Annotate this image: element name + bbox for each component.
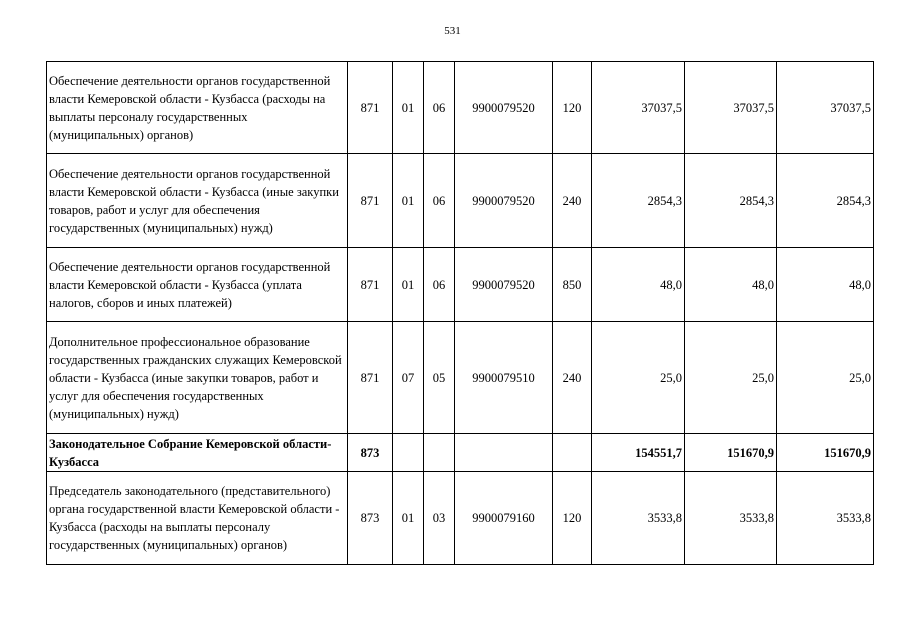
amount-3: 151670,9: [777, 434, 874, 472]
ministry-code: 871: [348, 154, 393, 248]
amount-1: 37037,5: [592, 62, 685, 154]
amount-3: 48,0: [777, 248, 874, 322]
table-row: [47, 154, 874, 248]
expense-type-code: 850: [553, 248, 592, 322]
ministry-code: 871: [348, 248, 393, 322]
target-article-code: 9900079160: [455, 472, 553, 565]
amount-3: 3533,8: [777, 472, 874, 565]
amount-2: 37037,5: [685, 62, 777, 154]
section-code: 01: [393, 154, 424, 248]
budget-table: [46, 61, 874, 565]
subsection-code: 06: [424, 62, 455, 154]
section-code: 01: [393, 472, 424, 565]
ministry-code: 871: [348, 62, 393, 154]
target-article-code: [455, 434, 553, 472]
table-row: [47, 434, 874, 472]
expense-type-code: 120: [553, 62, 592, 154]
target-article-code: 9900079510: [455, 322, 553, 434]
subsection-code: [424, 434, 455, 472]
ministry-code: 873: [348, 472, 393, 565]
table-row: [47, 62, 874, 154]
amount-1: 3533,8: [592, 472, 685, 565]
section-code: 01: [393, 248, 424, 322]
amount-2: 3533,8: [685, 472, 777, 565]
expense-type-code: [553, 434, 592, 472]
amount-2: 2854,3: [685, 154, 777, 248]
ministry-code: 871: [348, 322, 393, 434]
section-code: 07: [393, 322, 424, 434]
row-description: Законодательное Собрание Кемеровской области-Кузбасса: [47, 434, 348, 472]
table-row: [47, 248, 874, 322]
subsection-code: 06: [424, 154, 455, 248]
target-article-code: 9900079520: [455, 154, 553, 248]
expense-type-code: 240: [553, 322, 592, 434]
row-description: Дополнительное профессиональное образование государственных гражданских служащих Кемеровской области - Кузбасса (иные закупки товаров, работ и услуг для обеспечения государственных (муниципальных) нужд): [47, 322, 348, 434]
amount-3: 2854,3: [777, 154, 874, 248]
page-number: 531: [444, 25, 461, 37]
row-description: Председатель законодательного (представительного) органа государственной власти Кемеровской области - Кузбасса (расходы на выплаты персоналу государственных (муниципальных) органов): [47, 472, 348, 565]
amount-2: 48,0: [685, 248, 777, 322]
amount-3: 25,0: [777, 322, 874, 434]
row-description: Обеспечение деятельности органов государственной власти Кемеровской области - Кузбасса (иные закупки товаров, работ и услуг для обеспечения государственных (муниципальных) нужд): [47, 154, 348, 248]
target-article-code: 9900079520: [455, 248, 553, 322]
expense-type-code: 240: [553, 154, 592, 248]
expense-type-code: 120: [553, 472, 592, 565]
amount-2: 151670,9: [685, 434, 777, 472]
row-description: Обеспечение деятельности органов государственной власти Кемеровской области - Кузбасса (расходы на выплаты персоналу государственных (муниципальных) органов): [47, 62, 348, 154]
subsection-code: 05: [424, 322, 455, 434]
table-row: [47, 472, 874, 565]
amount-3: 37037,5: [777, 62, 874, 154]
subsection-code: 06: [424, 248, 455, 322]
target-article-code: 9900079520: [455, 62, 553, 154]
section-code: 01: [393, 62, 424, 154]
ministry-code: 873: [348, 434, 393, 472]
amount-1: 154551,7: [592, 434, 685, 472]
amount-1: 48,0: [592, 248, 685, 322]
amount-1: 2854,3: [592, 154, 685, 248]
table-row: [47, 322, 874, 434]
row-description: Обеспечение деятельности органов государственной власти Кемеровской области - Кузбасса (уплата налогов, сборов и иных платежей): [47, 248, 348, 322]
amount-1: 25,0: [592, 322, 685, 434]
subsection-code: 03: [424, 472, 455, 565]
amount-2: 25,0: [685, 322, 777, 434]
section-code: [393, 434, 424, 472]
